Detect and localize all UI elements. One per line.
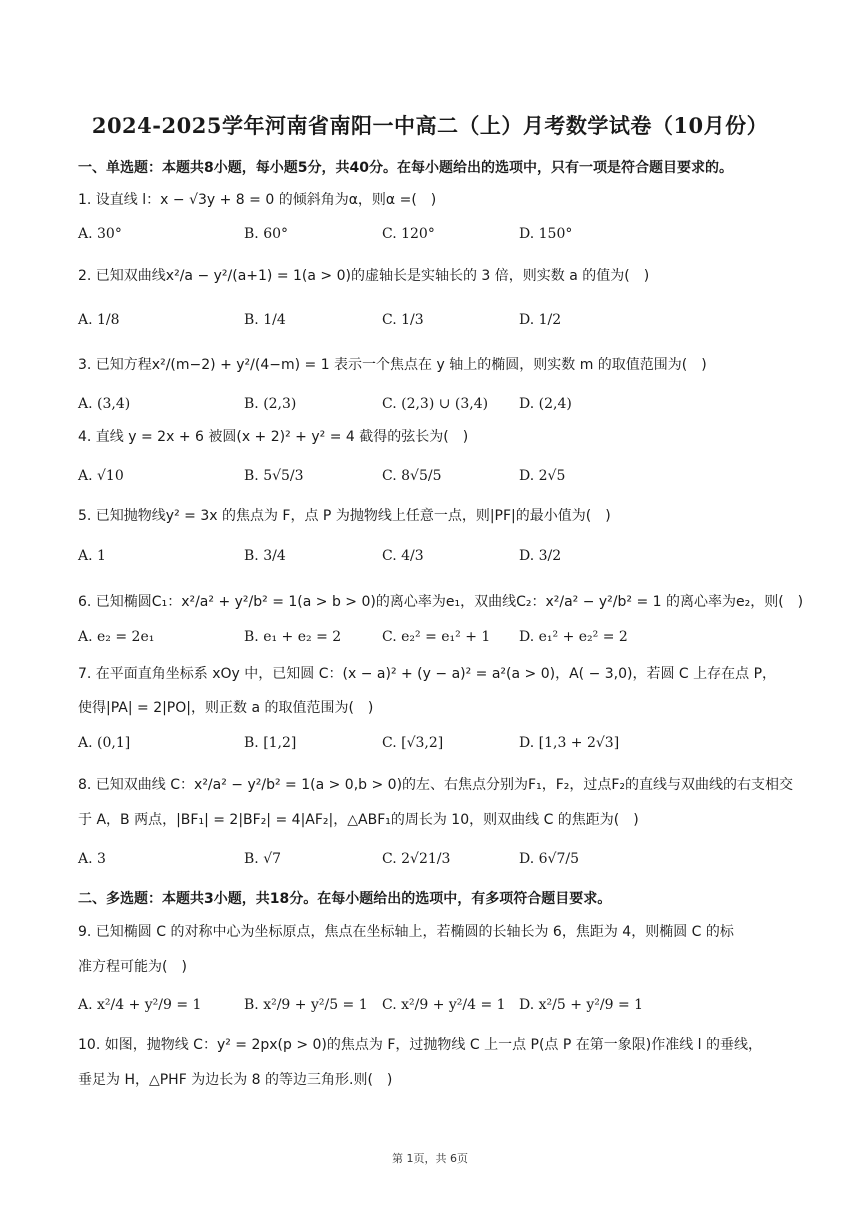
question-1-stem: 1. 设直线 l：x − √3y + 8 = 0 的倾斜角为α，则α =( ) — [78, 192, 437, 208]
option-a[interactable]: A. √10 — [78, 468, 124, 484]
option-d[interactable]: D. 1/2 — [519, 312, 562, 328]
option-a[interactable]: A. 1 — [78, 548, 106, 564]
question-6-options — [78, 629, 794, 653]
question-1-options — [78, 226, 794, 250]
option-b[interactable]: B. x²/9 + y²/5 = 1 — [244, 997, 368, 1013]
question-4-stem: 4. 直线 y = 2x + 6 被圆(x + 2)² + y² = 4 截得的弦长为( ) — [78, 429, 469, 445]
option-b[interactable]: B. [1,2] — [244, 735, 297, 751]
question-9-stem-line-2: 准方程可能为( ) — [78, 959, 187, 975]
option-a[interactable]: A. 1/8 — [78, 312, 120, 328]
option-c[interactable]: C. [√3,2] — [382, 735, 444, 751]
option-a[interactable]: A. 30° — [78, 226, 122, 242]
option-d[interactable]: D. 6√7/5 — [519, 851, 579, 867]
question-2-options — [78, 312, 794, 336]
option-d[interactable]: D. e₁² + e₂² = 2 — [519, 629, 628, 645]
option-b[interactable]: B. 3/4 — [244, 548, 286, 564]
option-b[interactable]: B. 5√5/3 — [244, 468, 304, 484]
question-6-stem: 6. 已知椭圆C₁：x²/a² + y²/b² = 1(a > b > 0)的离心率为e₁，双曲线C₂：x²/a² − y²/b² = 1 的离心率为e₂，则( ) — [78, 594, 804, 610]
option-b[interactable]: B. 1/4 — [244, 312, 286, 328]
option-b[interactable]: B. e₁ + e₂ = 2 — [244, 629, 342, 645]
option-d[interactable]: D. [1,3 + 2√3] — [519, 735, 620, 751]
option-a[interactable]: A. e₂ = 2e₁ — [78, 629, 155, 645]
question-5-stem: 5. 已知抛物线y² = 3x 的焦点为 F，点 P 为抛物线上任意一点，则|PF|的最小值为( ) — [78, 508, 611, 524]
question-9-options — [78, 997, 794, 1021]
option-b[interactable]: B. 60° — [244, 226, 289, 242]
section-heading-multiple-choice: 二、多选题：本题共3小题，共18分。在每小题给出的选项中，有多项符合题目要求。 — [78, 891, 612, 907]
question-2-stem: 2. 已知双曲线x²/a − y²/(a+1) = 1(a > 0)的虚轴长是实轴长的 3 倍，则实数 a 的值为( ) — [78, 268, 650, 284]
question-10-stem-line-2: 垂足为 H，△PHF 为边长为 8 的等边三角形.则( ) — [78, 1072, 393, 1088]
option-b[interactable]: B. (2,3) — [244, 396, 297, 412]
option-a[interactable]: A. x²/4 + y²/9 = 1 — [78, 997, 202, 1013]
option-d[interactable]: D. 2√5 — [519, 468, 566, 484]
question-10-stem-line-1: 10. 如图，抛物线 C：y² = 2px(p > 0)的焦点为 F，过抛物线 C 上一点 P(点 P 在第一象限)作准线 l 的垂线， — [78, 1037, 763, 1053]
question-3-stem: 3. 已知方程x²/(m−2) + y²/(4−m) = 1 表示一个焦点在 y 轴上的椭圆，则实数 m 的取值范围为( ) — [78, 357, 707, 373]
option-d[interactable]: D. 3/2 — [519, 548, 562, 564]
question-8-stem-line-2: 于 A，B 两点，|BF₁| = 2|BF₂| = 4|AF₂|，△ABF₁的周长为 10，则双曲线 C 的焦距为( ) — [78, 812, 639, 828]
question-4-options — [78, 468, 794, 492]
question-3-options — [78, 396, 794, 420]
section-heading-single-choice: 一、单选题：本题共8小题，每小题5分，共40分。在每小题给出的选项中，只有一项是符合题目要求的。 — [78, 160, 733, 176]
option-c[interactable]: C. 1/3 — [382, 312, 424, 328]
option-a[interactable]: A. 3 — [78, 851, 106, 867]
option-b[interactable]: B. √7 — [244, 851, 282, 867]
question-7-stem-line-1: 7. 在平面直角坐标系 xOy 中，已知圆 C：(x − a)² + (y − a)² = a²(a > 0)，A( − 3,0)，若圆 C 上存在点 P， — [78, 666, 777, 682]
option-c[interactable]: C. x²/9 + y²/4 = 1 — [382, 997, 506, 1013]
option-a[interactable]: A. (3,4) — [78, 396, 131, 412]
option-d[interactable]: D. x²/5 + y²/9 = 1 — [519, 997, 644, 1013]
question-9-stem-line-1: 9. 已知椭圆 C 的对称中心为坐标原点，焦点在坐标轴上，若椭圆的长轴长为 6，焦距为 4，则椭圆 C 的标 — [78, 924, 734, 940]
option-c[interactable]: C. (2,3) ∪ (3,4) — [382, 396, 489, 412]
option-c[interactable]: C. 120° — [382, 226, 435, 242]
question-7-stem-line-2: 使得|PA| = 2|PO|，则正数 a 的取值范围为( ) — [78, 700, 374, 716]
question-7-options — [78, 735, 794, 759]
option-d[interactable]: D. 150° — [519, 226, 573, 242]
option-d[interactable]: D. (2,4) — [519, 396, 572, 412]
option-c[interactable]: C. 4/3 — [382, 548, 424, 564]
option-c[interactable]: C. e₂² = e₁² + 1 — [382, 629, 491, 645]
option-c[interactable]: C. 2√21/3 — [382, 851, 451, 867]
question-8-options — [78, 851, 794, 875]
option-a[interactable]: A. (0,1] — [78, 735, 131, 751]
exam-title: 2024-2025学年河南省南阳一中高二（上）月考数学试卷（10月份） — [91, 113, 769, 138]
question-5-options — [78, 548, 794, 572]
question-8-stem-line-1: 8. 已知双曲线 C：x²/a² − y²/b² = 1(a > 0,b > 0)的左、右焦点分别为F₁，F₂，过点F₂的直线与双曲线的右支相交 — [78, 777, 794, 793]
option-c[interactable]: C. 8√5/5 — [382, 468, 442, 484]
page-footer: 第 1页，共 6页 — [392, 1152, 468, 1165]
